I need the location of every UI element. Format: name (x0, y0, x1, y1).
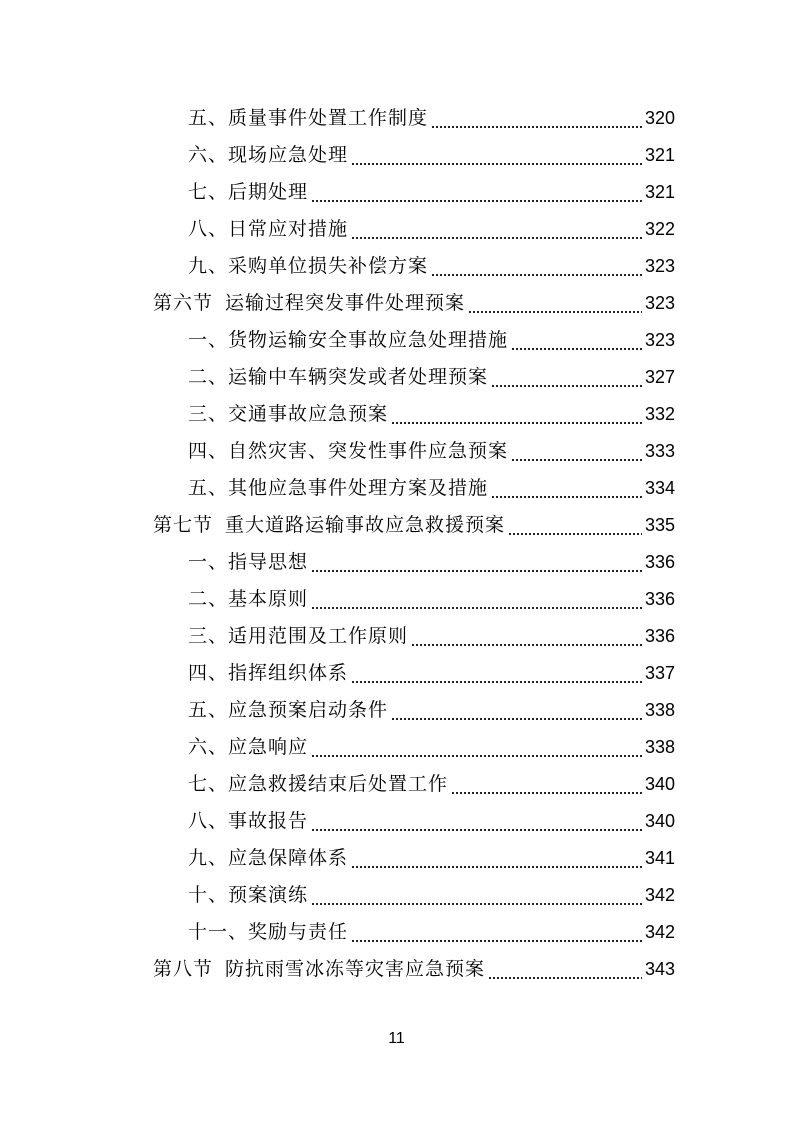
toc-entry-title: 六、现场应急处理 (188, 144, 349, 166)
toc-entry-page: 340 (644, 774, 675, 794)
dot-leader (311, 174, 642, 211)
toc-entry-title: 三、适用范围及工作原则 (188, 625, 409, 647)
toc-entry-page: 333 (644, 441, 675, 461)
toc-entry[interactable] (188, 322, 675, 359)
dot-leader (351, 914, 642, 951)
toc-entry-title: 二、基本原则 (188, 588, 309, 610)
toc-entry[interactable] (188, 729, 675, 766)
dot-leader (311, 729, 642, 766)
toc-entry[interactable] (188, 359, 675, 396)
toc-entry-page: 336 (644, 626, 675, 646)
toc-section-number: 第八节 (153, 958, 214, 980)
toc-entry-title: 一、货物运输安全事故应急处理措施 (188, 329, 509, 351)
toc-section-number: 第六节 (153, 292, 214, 314)
toc-entry[interactable] (188, 692, 675, 729)
dot-leader (451, 766, 642, 803)
dot-leader (391, 692, 642, 729)
toc-entry-page: 340 (644, 811, 675, 831)
toc-entry-page: 322 (644, 219, 675, 239)
toc-entry-title: 八、日常应对措施 (188, 218, 349, 240)
toc-entry-page: 338 (644, 737, 675, 757)
dot-leader (511, 322, 642, 359)
toc-entry-title: 九、采购单位损失补偿方案 (188, 255, 429, 277)
dot-leader (391, 396, 642, 433)
toc-entry-title: 五、其他应急事件处理方案及措施 (188, 477, 489, 499)
toc-entry-page: 321 (644, 145, 675, 165)
toc-entry-page: 338 (644, 700, 675, 720)
dot-leader (468, 285, 642, 322)
toc-entry[interactable] (188, 840, 675, 877)
dot-leader (311, 803, 642, 840)
dot-leader (488, 951, 642, 988)
toc-entry-title: 十、预案演练 (188, 884, 309, 906)
toc-entry[interactable] (188, 544, 675, 581)
dot-leader (311, 877, 642, 914)
toc-entry-title: 二、运输中车辆突发或者处理预案 (188, 366, 489, 388)
dot-leader (351, 655, 642, 692)
toc-section-entry[interactable] (153, 507, 675, 544)
dot-leader (511, 433, 642, 470)
dot-leader (491, 359, 642, 396)
toc-entry-title: 七、后期处理 (188, 181, 309, 203)
dot-leader (351, 840, 642, 877)
toc-entry-page: 332 (644, 404, 675, 424)
toc-entry[interactable] (188, 248, 675, 285)
toc-entry[interactable] (188, 433, 675, 470)
dot-leader (491, 470, 642, 507)
toc-section-name: 运输过程突发事件处理预案 (225, 292, 466, 314)
toc-section-name: 防抗雨雪冰冻等灾害应急预案 (225, 958, 486, 980)
toc-entry-title: 三、交通事故应急预案 (188, 403, 389, 425)
dot-leader (508, 507, 642, 544)
toc-entry-title: 四、指挥组织体系 (188, 662, 349, 684)
toc-entry-page: 342 (644, 885, 675, 905)
toc-entry-page: 342 (644, 922, 675, 942)
toc-section-entry[interactable] (153, 951, 675, 988)
toc-entry-page: 337 (644, 663, 675, 683)
dot-leader (431, 248, 642, 285)
toc-entry-title: 六、应急响应 (188, 736, 309, 758)
dot-leader (311, 544, 642, 581)
toc-entry[interactable] (188, 581, 675, 618)
toc-section-entry[interactable] (153, 285, 675, 322)
toc-entry[interactable] (188, 618, 675, 655)
dot-leader (431, 100, 642, 137)
toc-entry-page: 335 (644, 515, 675, 535)
dot-leader (351, 137, 642, 174)
toc-entry[interactable] (188, 766, 675, 803)
toc-entry-title: 四、自然灾害、突发性事件应急预案 (188, 440, 509, 462)
toc-entry-title: 九、应急保障体系 (188, 847, 349, 869)
page-number: 11 (388, 1030, 405, 1047)
toc-entry-page: 323 (644, 293, 675, 313)
toc-entry-page: 327 (644, 367, 675, 387)
toc-entry[interactable] (188, 655, 675, 692)
toc-section-title (153, 285, 465, 322)
toc-entry-page: 323 (644, 330, 675, 350)
toc-entry[interactable] (188, 877, 675, 914)
dot-leader (311, 581, 642, 618)
toc-entry[interactable] (188, 396, 675, 433)
toc-entry[interactable] (188, 211, 675, 248)
toc-entry-page: 341 (644, 848, 675, 868)
toc-entry[interactable] (188, 803, 675, 840)
toc-entry-page: 343 (644, 959, 675, 979)
toc-entry[interactable] (188, 174, 675, 211)
toc-entry-page: 323 (644, 256, 675, 276)
toc-entry[interactable] (188, 137, 675, 174)
toc-entry-title: 五、应急预案启动条件 (188, 699, 389, 721)
dot-leader (411, 618, 642, 655)
toc-entry-title: 七、应急救援结束后处置工作 (188, 773, 449, 795)
toc-entry-title: 十一、奖励与责任 (188, 921, 349, 943)
toc-entry[interactable] (188, 100, 675, 137)
toc-entry-page: 336 (644, 589, 675, 609)
toc-section-title (153, 951, 485, 988)
toc-section-name: 重大道路运输事故应急救援预案 (225, 514, 506, 536)
toc-entry-page: 334 (644, 478, 675, 498)
toc-entry-page: 321 (644, 182, 675, 202)
toc-entry-page: 320 (644, 108, 675, 128)
toc-entry-title: 一、指导思想 (188, 551, 309, 573)
toc-entry-title: 五、质量事件处置工作制度 (188, 107, 429, 129)
dot-leader (351, 211, 642, 248)
toc-entry[interactable] (188, 914, 675, 951)
toc-entry-title: 八、事故报告 (188, 810, 309, 832)
toc-section-number: 第七节 (153, 514, 214, 536)
toc-entry[interactable] (188, 470, 675, 507)
toc-section-title (153, 507, 505, 544)
toc-entry-page: 336 (644, 552, 675, 572)
